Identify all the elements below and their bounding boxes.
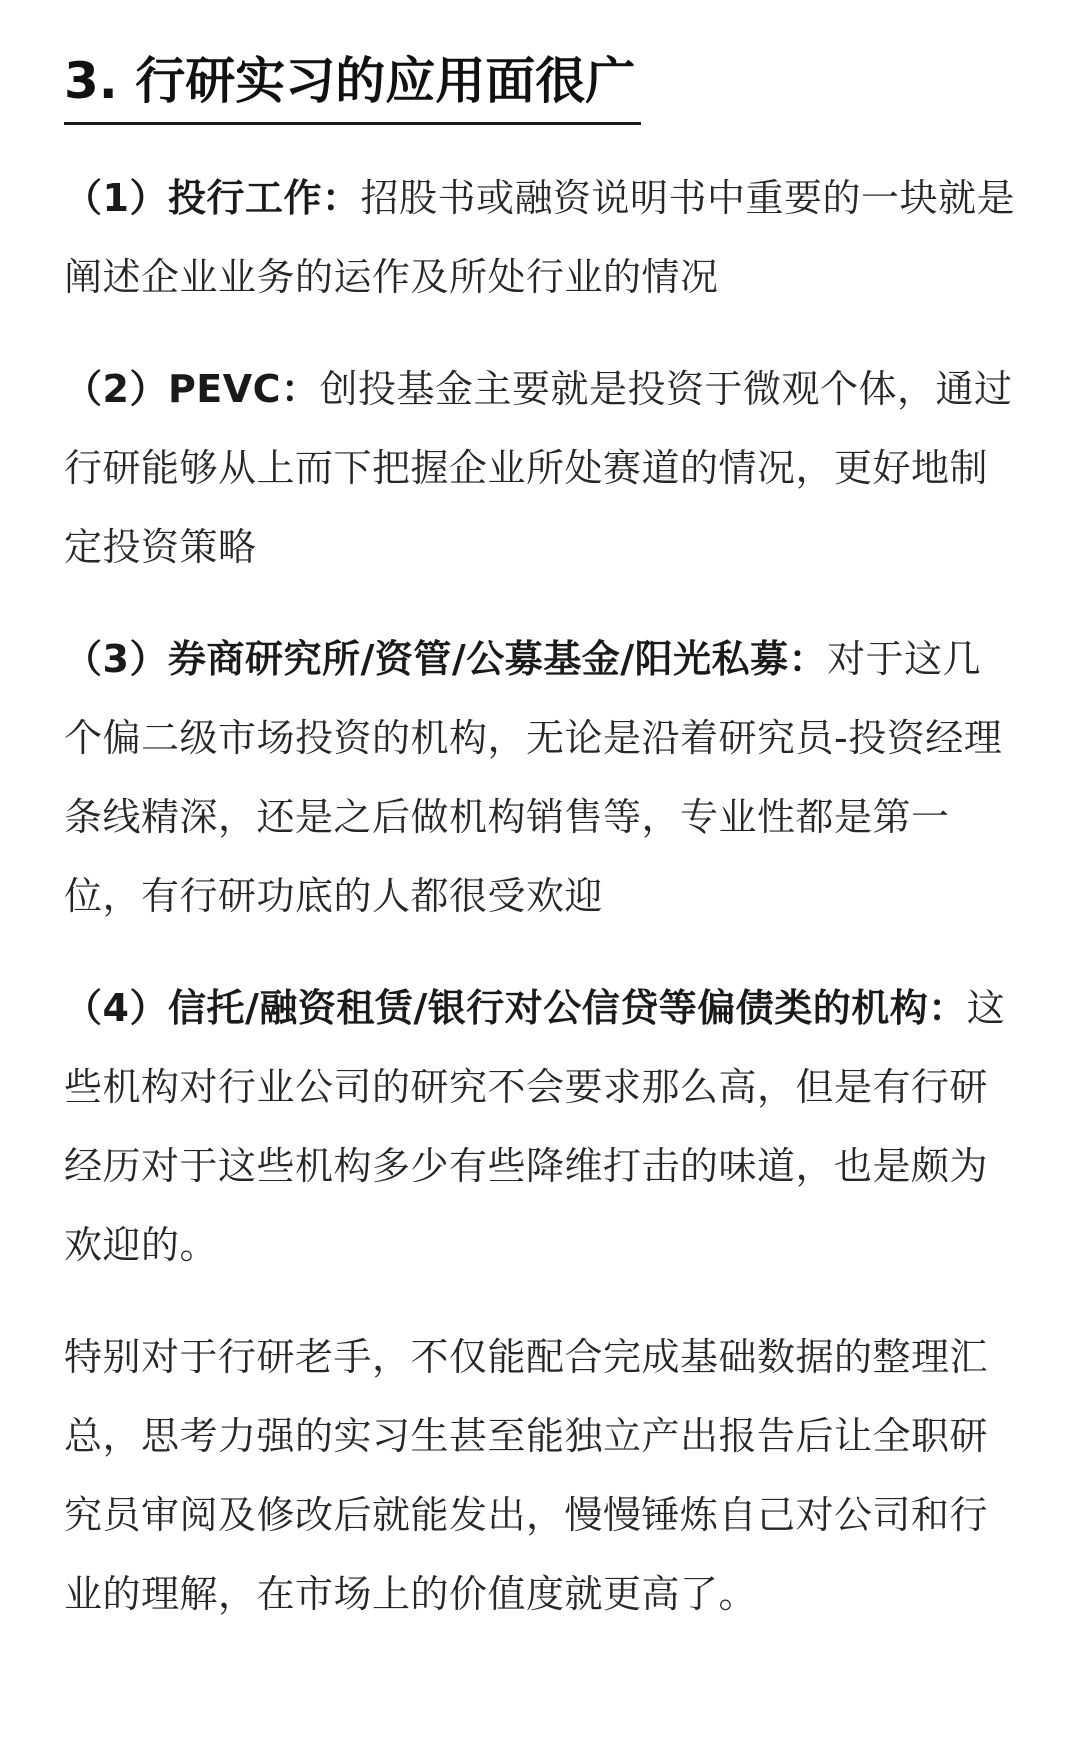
paragraph-lead: （3）券商研究所/资管/公募基金/阳光私募： — [64, 637, 828, 681]
paragraph-lead: （4）信托/融资租赁/银行对公信贷等偏债类的机构： — [64, 986, 967, 1030]
paragraph-text: 招股书或融资说明书中重要的一块就是阐述企业业务的运作及所处行业的情况 — [64, 176, 1015, 299]
paragraph-investment-banking — [64, 159, 1018, 317]
paragraph-text: 对于这几个偏二级市场投资的机构，无论是沿着研究员-投资经理条线精深，还是之后做机构销售等，专业性都是第一位，有行研功底的人都很受欢迎 — [64, 637, 1003, 918]
section-heading: 3. 行研实习的应用面很广 — [64, 46, 641, 125]
paragraph-lead: （1）投行工作： — [64, 176, 361, 220]
closing-paragraph: 特别对于行研老手，不仅能配合完成基础数据的整理汇总，思考力强的实习生甚至能独立产出报告后让全职研究员审阅及修改后就能发出，慢慢锤炼自己对公司和行业的理解，在市场上的价值度就更高了。 — [64, 1335, 989, 1616]
paragraph-text: 这些机构对行业公司的研究不会要求那么高，但是有行研经历对于这些机构多少有些降维打击的味道，也是颇为欢迎的。 — [64, 986, 1006, 1267]
paragraph-lead: （2）PEVC： — [64, 367, 320, 411]
paragraph-pevc — [64, 350, 1018, 587]
paragraph-text: 创投基金主要就是投资于微观个体，通过行研能够从上而下把握企业所处赛道的情况，更好地制定投资策略 — [64, 367, 1013, 569]
paragraph-debt-institutions — [64, 969, 1018, 1285]
paragraph-secondary-market — [64, 620, 1018, 936]
